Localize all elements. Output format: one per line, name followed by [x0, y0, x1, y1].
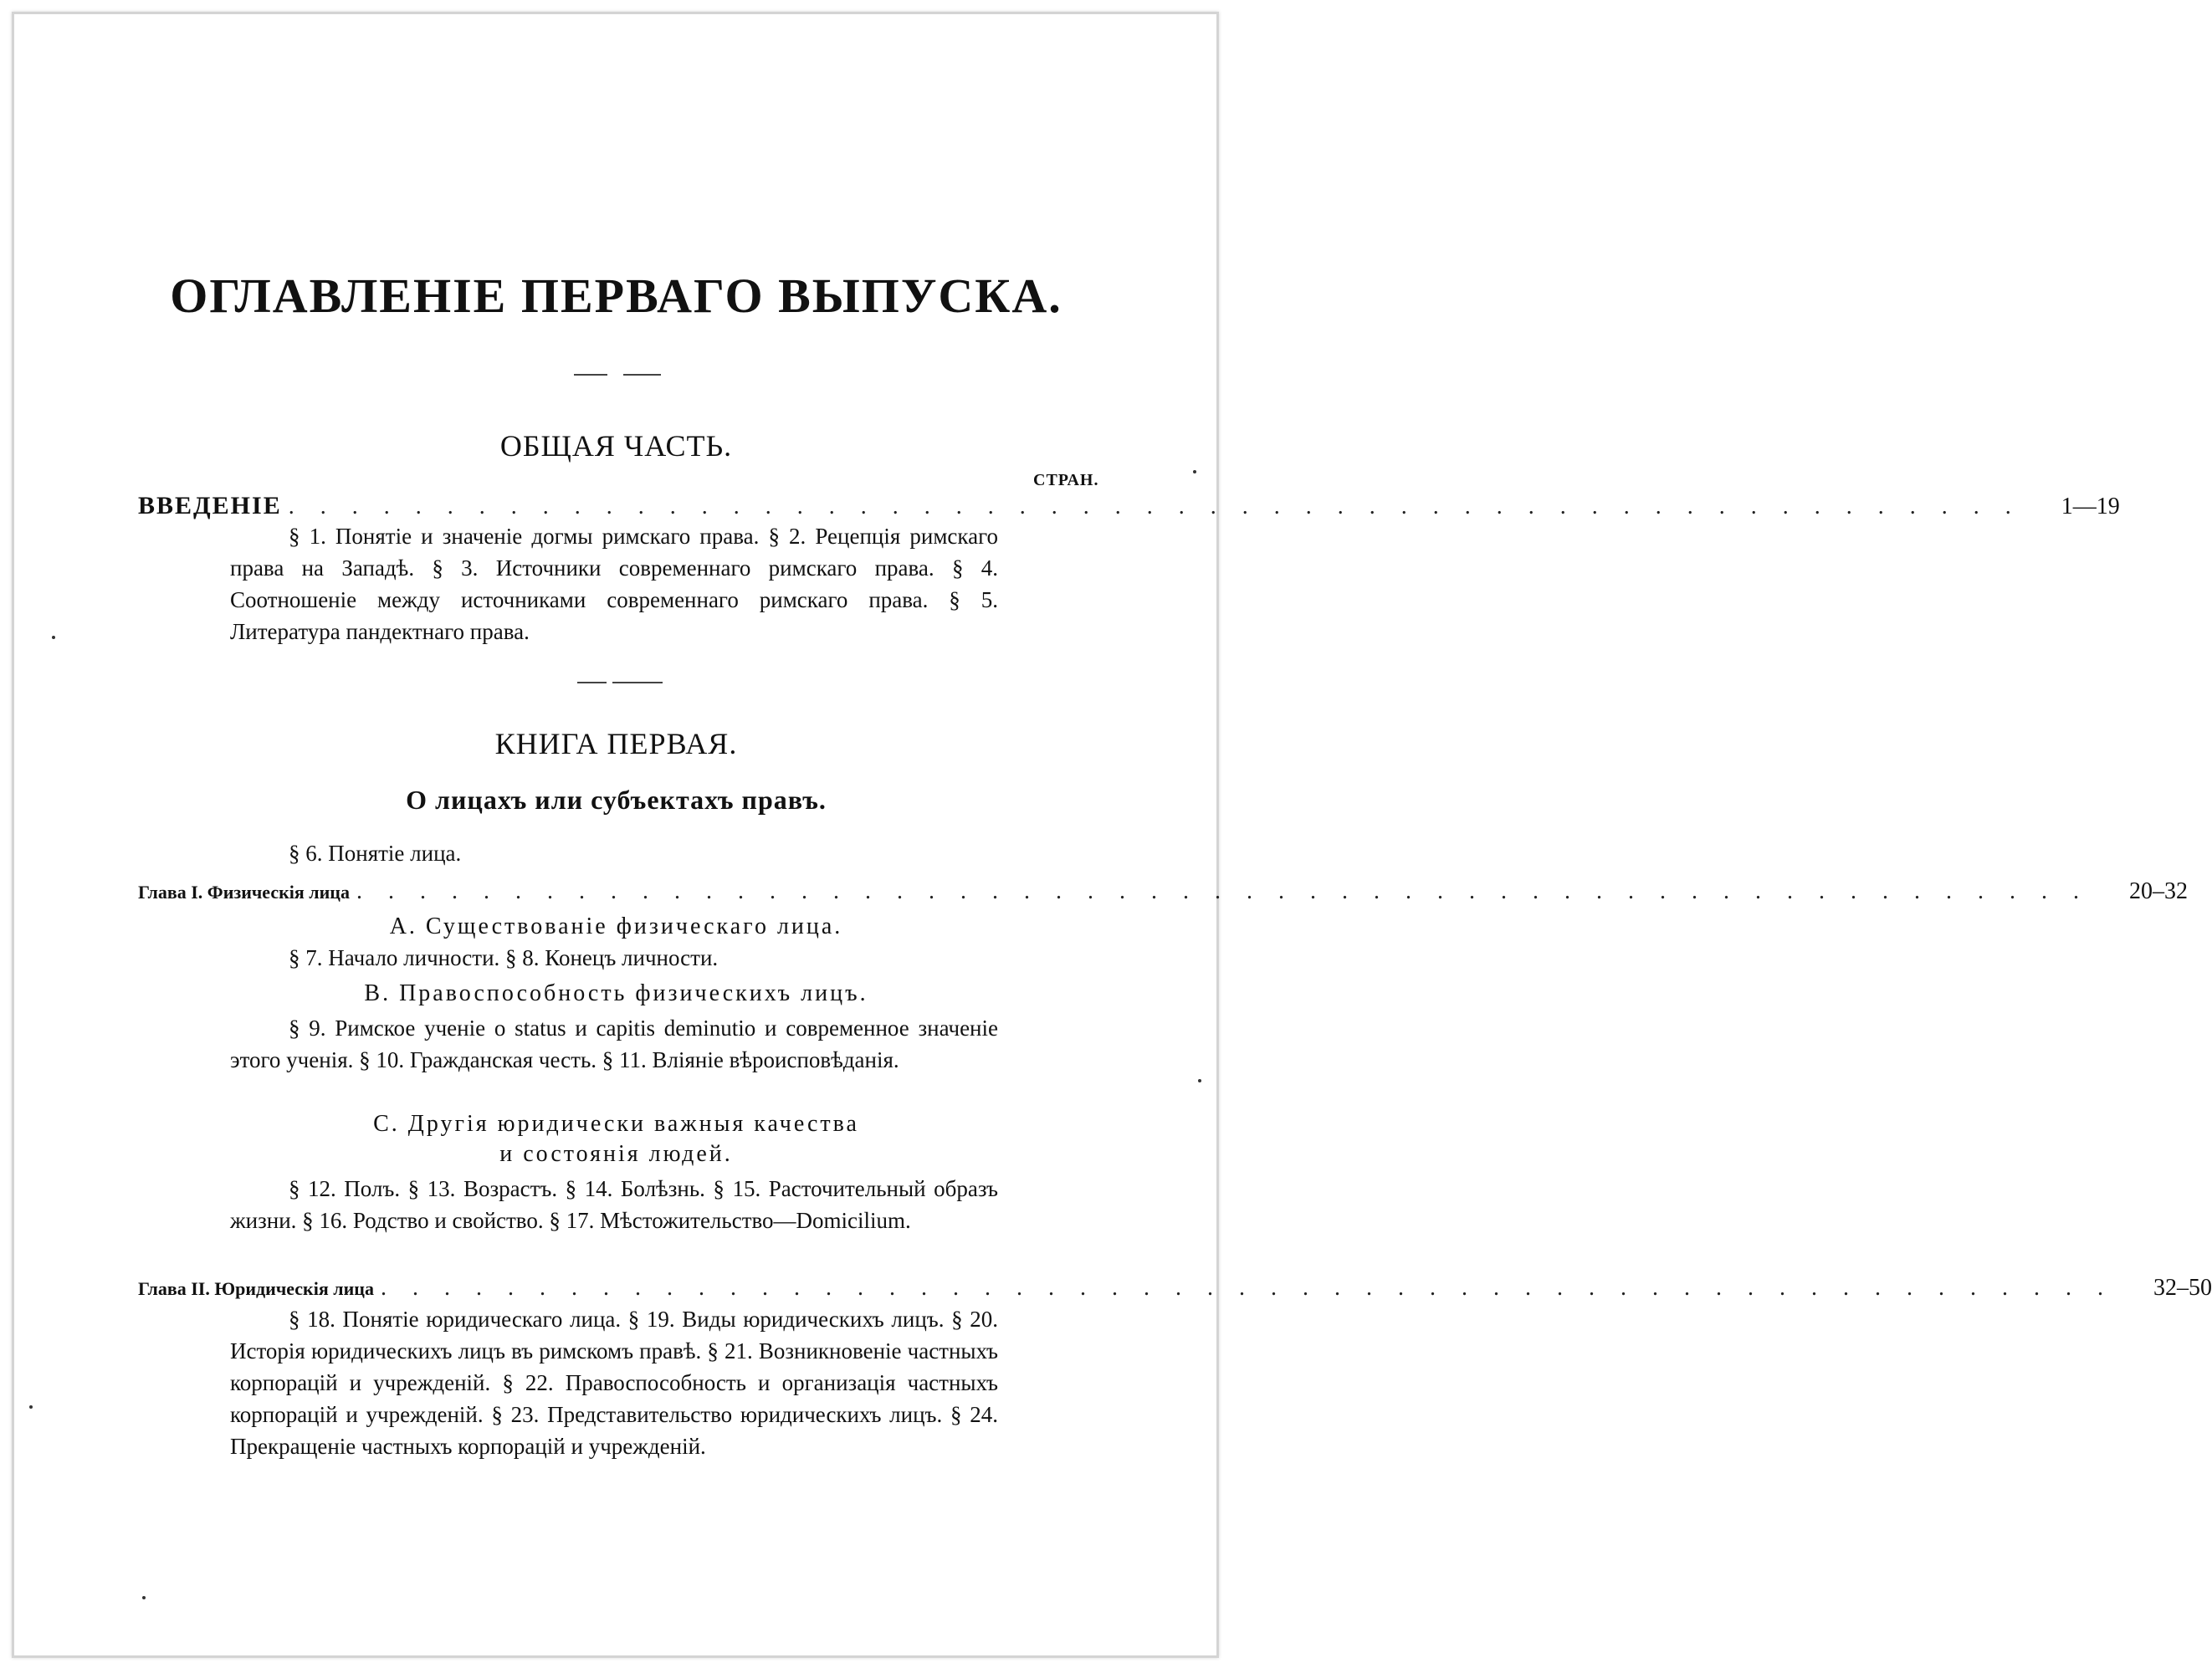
toc-entry-label: Глава II. Юридическiя лица: [138, 1278, 374, 1299]
scan-speck: [52, 636, 55, 639]
section-6: § 6. Понятiе лица.: [289, 841, 462, 866]
section-separator-right: [612, 682, 663, 683]
toc-entry-label: ВВЕДЕНIЕ: [138, 492, 282, 519]
toc-entry-chapter-2[interactable]: [138, 1275, 2212, 1302]
chapter-2-description: § 18. Понятiе юридическаго лица. § 19. Виды юридическихъ лицъ. § 20. Исторiя юридическихъ лицъ въ римскомъ правѣ. § 21. Возникновенiе частныхъ корпорацiй и учрежденiй. § 22. Правоспособность и организацiя частныхъ корпорацiй и учрежденiй. § 23. Представительство юридическихъ лицъ. § 24. Прекращенiе частныхъ корпорацiй и учрежденiй.: [230, 1307, 998, 1459]
scan-speck: [1198, 1079, 1201, 1082]
book-heading: КНИГА ПЕРВАЯ.: [494, 727, 738, 760]
pages-column-label: СТРАН.: [1033, 471, 1099, 489]
section-separator-left: [577, 682, 607, 683]
subsection-a-text: § 7. Начало личности. § 8. Конецъ личности.: [289, 945, 719, 970]
subsection-c-heading-line1: С. Другiя юридически важныя качества: [373, 1111, 859, 1137]
title-separator-right: [623, 374, 661, 376]
book-subheading: О лицахъ или субъектахъ правъ.: [406, 785, 827, 815]
toc-entry-label: Глава I. Физическiя лица: [138, 882, 350, 903]
general-part-heading: ОБЩАЯ ЧАСТЬ.: [499, 429, 733, 463]
toc-entry-pages: 1—19: [2061, 494, 2120, 519]
subsection-c-text: § 12. Полъ. § 13. Возрастъ. § 14. Болѣзнь. § 15. Расточительный образъ жизни. § 16. Родство и свойство. § 17. Мѣстожительство—Domicilium.: [230, 1176, 998, 1233]
subsection-a-heading: А. Существованiе физическаго лица.: [389, 913, 843, 939]
subsection-b-heading: B. Правоспособность физическихъ лицъ.: [364, 980, 868, 1006]
scan-speck: [29, 1405, 33, 1409]
leader-dots: . . . . . . . . . . . . . . . . . . . . . . . . . . . . . . . . . . . . . . . . . . . . . . . . . . . . . . .: [356, 878, 2089, 904]
subsection-b-text: § 9. Римское ученiе о status и capitis deminutio и современное значенiе этого ученiя. § 10. Гражданская честь. § 11. Влiянiе вѣроисповѣданiя.: [230, 1016, 998, 1072]
leader-dots: . . . . . . . . . . . . . . . . . . . . . . . . . . . . . . . . . . . . . . . . . . . . . . . . . . . . . . .: [380, 1275, 2113, 1301]
subsection-c-heading-line2: и состоянiя людей.: [499, 1141, 733, 1167]
toc-entry-pages: 32–50: [2153, 1275, 2212, 1301]
scan-speck: [142, 1596, 146, 1599]
intro-description: § 1. Понятiе и значенiе догмы римскаго права. § 2. Рецепцiя римскаго права на Западѣ. § 3. Источники современнаго римскаго права. § 4. Соотношенiе между источниками современнаго римскаго права. § 5. Литература пандектнаго права.: [230, 524, 998, 644]
toc-entry-pages: 20–32: [2128, 878, 2188, 904]
title-separator-left: [574, 374, 607, 376]
leader-dots: . . . . . . . . . . . . . . . . . . . . . . . . . . . . . . . . . . . . . . . . . . . . . . . . . . . . . . .: [288, 494, 2021, 519]
scan-speck: [1193, 470, 1196, 473]
page-title: ОГЛАВЛЕНIЕ ПЕРВАГО ВЫПУСКА.: [170, 269, 1062, 323]
toc-entry-intro[interactable]: [138, 492, 2120, 520]
toc-entry-chapter-1[interactable]: [138, 878, 2188, 905]
